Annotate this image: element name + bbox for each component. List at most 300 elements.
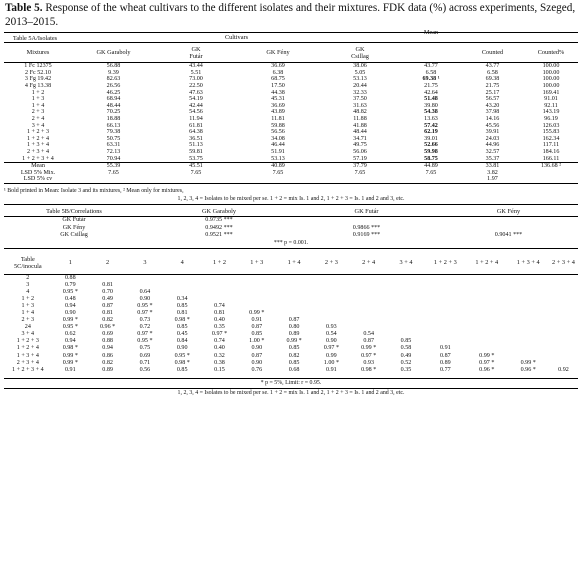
- t5a-row: [4, 63, 578, 70]
- t5c-cell: [387, 310, 424, 317]
- t5c-cell: 0.82: [288, 352, 300, 359]
- t5c-cell: 0.94: [64, 338, 76, 345]
- t5b-h-futar: GK Futár: [354, 208, 379, 216]
- t5c-cell: 0.85: [176, 324, 188, 331]
- t5a-cell-f: 51.13: [189, 142, 203, 149]
- t5a-cell-pct: 92.11: [544, 102, 558, 109]
- t5b-cell-f: 0.9169 ***: [352, 231, 381, 238]
- t5c-cell: [164, 289, 201, 296]
- t5c-cell: [89, 274, 126, 282]
- t5c-cell: [275, 303, 312, 310]
- t5c-cell: [238, 289, 275, 296]
- t5c-cell: 0.15: [214, 366, 225, 373]
- t5c-cell: [350, 317, 387, 324]
- t5c-cell: [508, 296, 549, 303]
- t5a-row: [4, 149, 578, 156]
- t5a-cell-cnt: 45.56: [485, 122, 500, 129]
- t5a-lsd-cv-m: LSD 5% cv: [4, 176, 72, 183]
- t5c-cell: [549, 338, 578, 345]
- t5a-cell-m: 2 + 4: [31, 115, 45, 122]
- t5a-cell-mean: 42.64: [424, 89, 438, 96]
- t5c-body: [4, 274, 578, 374]
- t5c-cell: 0.49: [102, 295, 113, 302]
- t5c-cell: [238, 303, 275, 310]
- t5c-cell: [466, 338, 507, 345]
- t5c-cell: [275, 310, 312, 317]
- t5c-cell: [425, 296, 466, 303]
- t5c-cell: 0.76: [251, 366, 263, 373]
- t5c-col-header: 1 + 2 + 3: [433, 259, 457, 267]
- t5c-cell: [549, 296, 578, 303]
- t5a-cell-c: 57.19: [353, 155, 367, 162]
- t5a-cell-m: 3 Fg 19.42: [24, 76, 52, 83]
- t5c-cell: 0.97 *: [137, 309, 153, 316]
- t5b-cell-f: 0.9866 ***: [352, 224, 381, 231]
- t5c-cell: [549, 360, 578, 367]
- t5c-cell: 0.99 *: [62, 317, 78, 324]
- t5c-cell: [238, 274, 275, 282]
- t5b-cell-n: GK Fény: [62, 224, 86, 231]
- t5a-cell-cnt: 39.91: [485, 129, 500, 136]
- t5c-cell: 0.48: [64, 295, 76, 302]
- t5a-cell-cnt: 14.16: [485, 115, 500, 122]
- t5a-cell-f: 54.56: [189, 109, 203, 116]
- t5a-cell-m: 1 Fc 12375: [4, 63, 72, 70]
- t5c-cell: 0.91: [440, 345, 451, 352]
- table-caption: [5, 2, 578, 32]
- t5c-col-header: 1 + 2 + 4: [475, 259, 499, 267]
- t5c-cell: [313, 296, 350, 303]
- t5a-cell-g: 70.94: [106, 155, 121, 162]
- t5a-row: [4, 123, 578, 130]
- t5c-cell: 0.81: [102, 309, 113, 316]
- t5a-row: [4, 129, 578, 136]
- t5c-cell: [350, 303, 387, 310]
- t5c-cell: [425, 331, 466, 338]
- t5a-cell-c: 56.06: [353, 148, 367, 155]
- t5a-mean-row-pct: 136.68 ²: [524, 163, 578, 170]
- t5c-cell: 0.35: [214, 324, 225, 331]
- t5a-cell-f: 47.63: [189, 89, 203, 96]
- t5c-row-label: 24: [24, 324, 31, 331]
- t5c-row-label: 1 + 3 + 4: [16, 352, 39, 359]
- t5a-cell-cnt: 32.57: [485, 148, 500, 155]
- t5c-col-header: 1 + 3: [250, 259, 264, 267]
- t5a-cell-g: 48.44: [106, 102, 121, 109]
- t5c-cell: 0.68: [288, 366, 300, 373]
- t5a-cell-cnt: 44.96: [485, 142, 500, 149]
- t5a-cell-cnt: 25.17: [485, 89, 500, 96]
- t5a-cell-cnt: 43.20: [485, 102, 500, 109]
- t5a-cell-g: 9.39: [108, 69, 119, 76]
- t5c-cell: 0.93: [363, 359, 375, 366]
- t5c-col-header: 4: [180, 259, 184, 267]
- t5a-cell-c: 37.50: [353, 96, 367, 103]
- t5c-cell: 0.99: [326, 352, 337, 359]
- t5a-cell-mean: 69.38 ¹: [422, 76, 440, 83]
- t5a-mean-row-fe: 40.89: [237, 163, 319, 170]
- t5c-cell: 0.98 *: [361, 366, 377, 373]
- t5c-cell: [425, 310, 466, 317]
- t5a-cell-pct: 100.00: [542, 82, 560, 89]
- t5a-cell-g: 68.94: [106, 96, 121, 103]
- t5b-row: [4, 217, 578, 225]
- t5c-cell: 0.87: [288, 317, 300, 324]
- t5c-cell: [508, 324, 549, 331]
- t5a-cell-c: 31.63: [353, 102, 367, 109]
- t5a-cell-mean: 39.01: [424, 135, 438, 142]
- table-page: [4, 2, 578, 398]
- t5a-cell-pct: 100.00: [542, 76, 560, 83]
- t5c-cell: [387, 289, 424, 296]
- t5a-mean-row-c: 37.79: [319, 163, 401, 170]
- t5c-cell: [164, 274, 201, 282]
- t5a-row: [4, 116, 578, 123]
- t5c-cell: 0.72: [139, 324, 151, 331]
- t5c-row-label: 1 + 2 + 3: [16, 338, 39, 345]
- t5c-cell: 0.74: [214, 338, 225, 345]
- t5a-lsd-cv-g: [72, 176, 155, 183]
- t5c-cell: 0.88: [102, 338, 113, 345]
- t5c-cell: [350, 274, 387, 282]
- t5c-col-header: 1 + 4: [287, 259, 301, 267]
- t5c-cell: 0.99 *: [520, 359, 536, 366]
- t5c-cell: [508, 331, 549, 338]
- table-5c: [4, 252, 578, 374]
- t5c-row-label: 1 + 2 + 3 + 4: [12, 366, 44, 373]
- t5c-cell: 0.87: [102, 302, 113, 309]
- t5a-mean-row-f: 45.51: [155, 163, 237, 170]
- t5c-cell: 0.56: [139, 366, 151, 373]
- t5a-cell-mean: 52.66: [424, 142, 438, 149]
- t5c-cell: 0.49: [400, 352, 412, 359]
- t5c-cell: [508, 303, 549, 310]
- t5c-cell: 0.93: [326, 324, 337, 331]
- t5a-cell-g: 79.38: [106, 129, 121, 136]
- t5c-cell: 0.87: [251, 352, 263, 359]
- t5a-cell-pct: 100.00: [542, 69, 560, 76]
- t5a-cell-fe: 34.08: [271, 135, 285, 142]
- t5a-cell-cnt: 37.98: [485, 109, 500, 116]
- t5c-cell: 0.91: [326, 366, 337, 373]
- t5c-cell: 0.32: [214, 352, 225, 359]
- t5c-row-label: 1 + 2: [21, 295, 35, 302]
- t5a-lsd-cv-cnt: 1.97: [461, 176, 524, 183]
- t5c-cell: 0.82: [102, 317, 113, 324]
- t5a-h-csillag: GK Csillag: [319, 43, 401, 63]
- t5c-row: [4, 324, 578, 331]
- t5a-cell-pct: 91.01: [544, 96, 558, 103]
- t5a-cell-pct: 96.19: [544, 115, 558, 122]
- t5a-cell-g: 56.88: [72, 63, 155, 70]
- caption-text: Response of the wheat cultivars to the different isolates and their mixtures. FDK data (%) across experiments, Szeged, 2013–2015.: [5, 2, 576, 28]
- t5c-cell: 0.81: [176, 309, 188, 316]
- t5a-cell-c: 5.05: [354, 69, 366, 76]
- t5b-corner: Table 5B/Correlations: [46, 208, 102, 216]
- t5a-h-garaboly: GK Garaboly: [72, 43, 155, 63]
- t5b-h-feny: GK Fény: [496, 208, 521, 216]
- t5c-cell: 0.96 *: [520, 366, 536, 373]
- t5a-cultivars-header: Cultivars: [224, 34, 249, 41]
- t5a-cell-mean: 59.98: [424, 148, 438, 155]
- t5a-cell-mean: 58.75: [424, 155, 438, 162]
- t5c-cell: [466, 274, 507, 282]
- t5a-cell-cnt: 21.75: [485, 82, 500, 89]
- t5c-cell: 0.81: [102, 281, 113, 288]
- t5a-cell-c: 53.13: [353, 76, 367, 83]
- t5c-cell: 0.62: [64, 331, 76, 338]
- t5a-cell-m: 1 + 3: [31, 96, 45, 103]
- t5c-cell: [549, 303, 578, 310]
- t5c-cell: [466, 345, 507, 352]
- t5c-cell: [425, 303, 466, 310]
- t5a-body: [4, 63, 578, 184]
- t5a-row: [4, 83, 578, 90]
- t5a-cell-fe: 11.81: [271, 115, 285, 122]
- t5c-cell: [425, 338, 466, 345]
- t5a-mean-row-g: 55.39: [72, 163, 155, 170]
- t5a-lsd-mix-m: LSD 5% Mix.: [20, 169, 56, 176]
- t5c-cell: 0.97 *: [323, 345, 339, 352]
- t5a-cell-fe: 68.75: [271, 76, 285, 83]
- t5c-cell: 0.90: [251, 345, 263, 352]
- t5c-cell: 0.94: [64, 302, 76, 309]
- t5c-col-header: 3 + 4: [399, 259, 413, 267]
- t5a-lsd-mix-fe: 7.65: [272, 169, 284, 176]
- t5a-cell-f: 5.51: [190, 69, 202, 76]
- t5c-cell: 0.97 *: [479, 359, 495, 366]
- t5c-cell: 0.97 *: [137, 331, 153, 338]
- t5c-footnote: * p = 5%, Limit: r = 0.95.: [4, 378, 578, 388]
- t5c-cell: [350, 324, 387, 331]
- t5c-corner: Table 5C/inocula: [14, 255, 42, 270]
- t5a-cell-fe: 36.69: [271, 102, 285, 109]
- t5c-cell: 0.85: [288, 345, 300, 352]
- t5c-cell: [508, 353, 549, 360]
- t5a-row: [4, 90, 578, 97]
- t5c-cell: [275, 274, 312, 282]
- t5c-cell: 0.58: [400, 345, 412, 352]
- t5a-row: [4, 142, 578, 149]
- t5a-cell-c: 32.33: [353, 89, 367, 96]
- t5b-cell-fe: [439, 217, 578, 225]
- t5c-cell: [466, 317, 507, 324]
- t5c-cell: 0.45: [176, 331, 188, 338]
- t5c-col-header: 2 + 3: [324, 259, 338, 267]
- t5a-cell-g: 70.25: [106, 109, 121, 116]
- t5a-mean-row-cnt: 33.81: [461, 163, 524, 170]
- t5a-cell-g: 82.63: [106, 76, 121, 83]
- t5a-cell-fe: 46.44: [271, 142, 285, 149]
- t5a-cell-g: 63.31: [106, 142, 121, 149]
- t5a-row: [4, 103, 578, 110]
- t5a-cell-m: 2 + 3: [31, 109, 45, 116]
- t5c-cell: [549, 282, 578, 289]
- t5c-row-label: 1 + 2 + 4: [16, 345, 39, 352]
- t5b-cell-g: 0.9735 ***: [205, 217, 233, 224]
- t5c-col-header: 2 + 3 + 4: [552, 259, 575, 267]
- t5c-cell: [425, 274, 466, 282]
- t5c-cell: 0.75: [139, 345, 151, 352]
- t5a-cell-pct: 169.41: [542, 89, 560, 96]
- t5c-cell: 0.89: [102, 366, 113, 373]
- t5c-cell: 0.85: [288, 359, 300, 366]
- t5c-cell: [201, 296, 238, 303]
- t5c-cell: [275, 296, 312, 303]
- t5a-cell-c: 48.44: [353, 129, 367, 136]
- t5a-cell-c: 38.06: [319, 63, 401, 70]
- t5a-cell-f: 59.81: [189, 148, 203, 155]
- t5c-row-label: 2: [26, 274, 30, 281]
- t5b-row: [4, 232, 578, 239]
- t5a-cell-mean: 39.80: [424, 102, 438, 109]
- t5b-cell-g: 0.9521 ***: [205, 231, 233, 238]
- t5c-cell: 0.98 *: [62, 345, 78, 352]
- t5a-cell-cnt: 43.77: [461, 63, 524, 70]
- t5c-cell: [508, 317, 549, 324]
- t5c-cell: [549, 353, 578, 360]
- t5c-row: [4, 282, 578, 289]
- t5c-col-header: 1 + 3 + 4: [516, 259, 540, 267]
- t5a-lsd-mix-mean: 7.65: [425, 169, 437, 176]
- t5c-cell: [549, 345, 578, 352]
- t5c-cell: [508, 289, 549, 296]
- t5b-cell-fe: [439, 225, 578, 232]
- t5c-cell: [387, 317, 424, 324]
- t5c-cell: 0.96 *: [479, 366, 495, 373]
- t5a-cell-m: 2 Fc 52.10: [25, 69, 51, 76]
- t5c-col-header: 2 + 4: [362, 259, 376, 267]
- t5c-cell: [466, 331, 507, 338]
- t5c-cell: [466, 324, 507, 331]
- t5a-lsd-mix-g: 7.65: [108, 169, 119, 176]
- t5a-cell-mean: 54.38: [424, 109, 438, 116]
- t5a-cell-m: 1 + 2 + 3 + 4: [22, 155, 54, 162]
- t5a-cell-pct: 126.03: [542, 122, 560, 129]
- t5c-cell: 0.74: [214, 302, 225, 309]
- t5c-cell: 0.89: [288, 331, 300, 338]
- t5c-row: [4, 317, 578, 324]
- t5c-cell: 0.99 *: [62, 352, 78, 359]
- t5c-cell: [387, 296, 424, 303]
- t5a-row: [4, 96, 578, 103]
- t5a-cell-f: 42.44: [189, 102, 203, 109]
- t5c-cell: [466, 310, 507, 317]
- t5c-cell: 0.95 *: [62, 324, 78, 331]
- t5a-lsd-mix-f: 7.65: [190, 169, 202, 176]
- t5c-cell: [275, 289, 312, 296]
- t5c-col-header: 1 + 2: [212, 259, 226, 267]
- t5c-cell: [164, 282, 201, 289]
- t5a-lsd-cv-f: [155, 176, 237, 183]
- t5c-row-label: 1 + 4: [21, 309, 35, 316]
- t5c-cell: [508, 282, 549, 289]
- t5c-cell: 0.99 *: [249, 309, 265, 316]
- t5c-cell: [508, 310, 549, 317]
- t5c-cell: 0.99 *: [286, 338, 302, 345]
- t5c-cell: 0.91: [64, 366, 76, 373]
- t5c-cell: [549, 310, 578, 317]
- t5a-cell-mean: 6.58: [425, 69, 437, 76]
- t5c-row: [4, 367, 578, 374]
- t5a-cell-m: 1 + 2 + 4: [26, 135, 50, 142]
- t5a-cell-m: 4 Fg 13.38: [24, 82, 52, 89]
- t5c-cell: 0.87: [440, 352, 451, 359]
- t5a-cell-fe: 59.88: [271, 122, 285, 129]
- t5b-body: [4, 217, 578, 239]
- t5c-cell: [201, 289, 238, 296]
- t5c-cell: [201, 282, 238, 289]
- t5c-cell: [313, 274, 350, 282]
- t5a-lsd-cv-row: [4, 176, 578, 183]
- t5c-cell: 0.71: [139, 359, 151, 366]
- t5a-cell-m: 1 + 2 + 3: [26, 129, 50, 136]
- t5c-cell: [275, 282, 312, 289]
- t5c-cell: [508, 274, 549, 282]
- t5c-cell: [238, 282, 275, 289]
- t5a-cell-cnt: 6.58: [487, 69, 498, 76]
- t5a-cell-fe: 51.91: [271, 148, 285, 155]
- t5a-footnote-2: 1, 2, 3, 4 = Isolates to be mixed per se. 1 + 2 = mix Is. 1 and 2, 1 + 2 + 3 = Is. 1 and 2 and 3, etc.: [4, 195, 578, 205]
- t5c-cell: 0.98 *: [174, 359, 190, 366]
- t5a-h-mixtures: Mixtures: [4, 43, 72, 63]
- t5c-cell: 0.97 *: [361, 352, 377, 359]
- t5a-cell-fe: 36.69: [237, 63, 319, 70]
- t5a-cell-cnt: 24.03: [485, 135, 500, 142]
- t5a-lsd-cv-pct: [524, 176, 578, 183]
- t5a-cell-c: 48.82: [353, 109, 367, 116]
- t5c-cell: 0.85: [400, 338, 412, 345]
- t5c-cell: 0.90: [64, 309, 76, 316]
- t5a-cell-m: 3 + 4: [31, 122, 45, 129]
- t5c-cell: [387, 331, 424, 338]
- t5b-cell-n: GK Csillag: [60, 231, 88, 238]
- t5a-lsd-mix-row: [4, 170, 578, 177]
- t5a-cell-f: 64.38: [189, 129, 203, 136]
- t5b-cell-fe: 0.9041 ***: [494, 231, 523, 238]
- t5c-cell: 0.92: [558, 366, 569, 373]
- t5c-cell: 0.69: [139, 352, 151, 359]
- t5c-cell: [238, 296, 275, 303]
- t5a-footnote: ¹ Bold printed in Mean: Isolate 3 and its mixtures, ² Mean only for mixtures,: [4, 187, 184, 194]
- t5a-mean-row-row: [4, 163, 578, 170]
- t5a-mean-row-mean: 44.89: [401, 163, 461, 170]
- t5c-cell: 0.87: [251, 324, 263, 331]
- t5c-row: [4, 296, 578, 303]
- t5c-cell: 0.85: [176, 302, 188, 309]
- t5c-cell: [466, 296, 507, 303]
- table-5b: [4, 208, 578, 239]
- t5a-cell-g: 26.56: [106, 82, 121, 89]
- t5c-cell: 0.95 *: [137, 302, 153, 309]
- t5c-row-label: 3: [26, 281, 30, 288]
- t5c-cell: 0.90: [251, 359, 263, 366]
- t5c-cell: 0.90: [139, 295, 151, 302]
- t5c-cell: [466, 303, 507, 310]
- t5c-cell: [425, 317, 466, 324]
- t5c-cell: [313, 317, 350, 324]
- t5c-cell: [425, 289, 466, 296]
- t5a-cell-pct: 166.11: [542, 155, 560, 162]
- t5a-cell-cnt: 56.57: [485, 96, 500, 103]
- caption-label: Table 5.: [5, 2, 43, 14]
- t5c-cell: 0.54: [326, 331, 337, 338]
- t5c-cell: 0.95 *: [62, 288, 78, 295]
- t5c-row: [4, 353, 578, 360]
- t5c-cell: 0.89: [440, 359, 451, 366]
- t5a-h-feny: GK Fény: [237, 43, 319, 63]
- t5c-cell: [201, 274, 238, 282]
